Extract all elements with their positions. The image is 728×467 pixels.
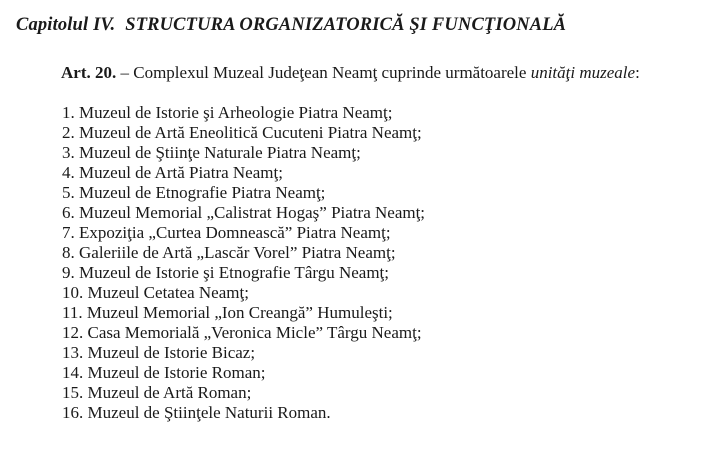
list-item: 11. Muzeul Memorial „Ion Creangă” Humuleşti; bbox=[62, 303, 393, 322]
article-emphasis: unităţi muzeale bbox=[530, 63, 636, 82]
list-item: 4. Muzeul de Artă Piatra Neamţ; bbox=[62, 163, 283, 182]
list-item: 12. Casa Memorială „Veronica Micle” Târgu Neamţ; bbox=[62, 323, 422, 342]
list-item: 3. Muzeul de Ştiinţe Naturale Piatra Neamţ; bbox=[62, 143, 361, 162]
list-item: 16. Muzeul de Ştiinţele Naturii Roman. bbox=[62, 403, 331, 422]
list-item: 2. Muzeul de Artă Eneolitică Cucuteni Piatra Neamţ; bbox=[62, 123, 422, 142]
museum-list bbox=[62, 103, 425, 423]
list-item: 6. Muzeul Memorial „Calistrat Hogaş” Piatra Neamţ; bbox=[62, 203, 426, 222]
article-text: – Complexul Muzeal Judeţean Neamţ cuprinde următoarele bbox=[116, 63, 531, 82]
list-item: 5. Muzeul de Etnografie Piatra Neamţ; bbox=[62, 183, 326, 202]
chapter-label: Capitolul IV. bbox=[16, 15, 116, 35]
article-end: : bbox=[635, 63, 640, 82]
article-label: Art. 20. bbox=[61, 63, 117, 82]
list-item: 8. Galeriile de Artă „Lascăr Vorel” Piatra Neamţ; bbox=[62, 243, 396, 262]
list-item: 14. Muzeul de Istorie Roman; bbox=[62, 363, 266, 382]
chapter-heading bbox=[16, 15, 566, 36]
list-item: 13. Muzeul de Istorie Bicaz; bbox=[62, 343, 256, 362]
list-item: 7. Expoziţia „Curtea Domnească” Piatra Neamţ; bbox=[62, 223, 391, 242]
list-item: 15. Muzeul de Artă Roman; bbox=[62, 383, 252, 402]
list-item: 10. Muzeul Cetatea Neamţ; bbox=[62, 283, 249, 302]
article-paragraph bbox=[16, 63, 716, 83]
chapter-title: STRUCTURA ORGANIZATORICĂ ŞI FUNCŢIONALĂ bbox=[125, 15, 567, 35]
list-item: 1. Muzeul de Istorie şi Arheologie Piatra Neamţ; bbox=[62, 103, 393, 122]
list-item: 9. Muzeul de Istorie şi Etnografie Târgu Neamţ; bbox=[62, 263, 390, 282]
